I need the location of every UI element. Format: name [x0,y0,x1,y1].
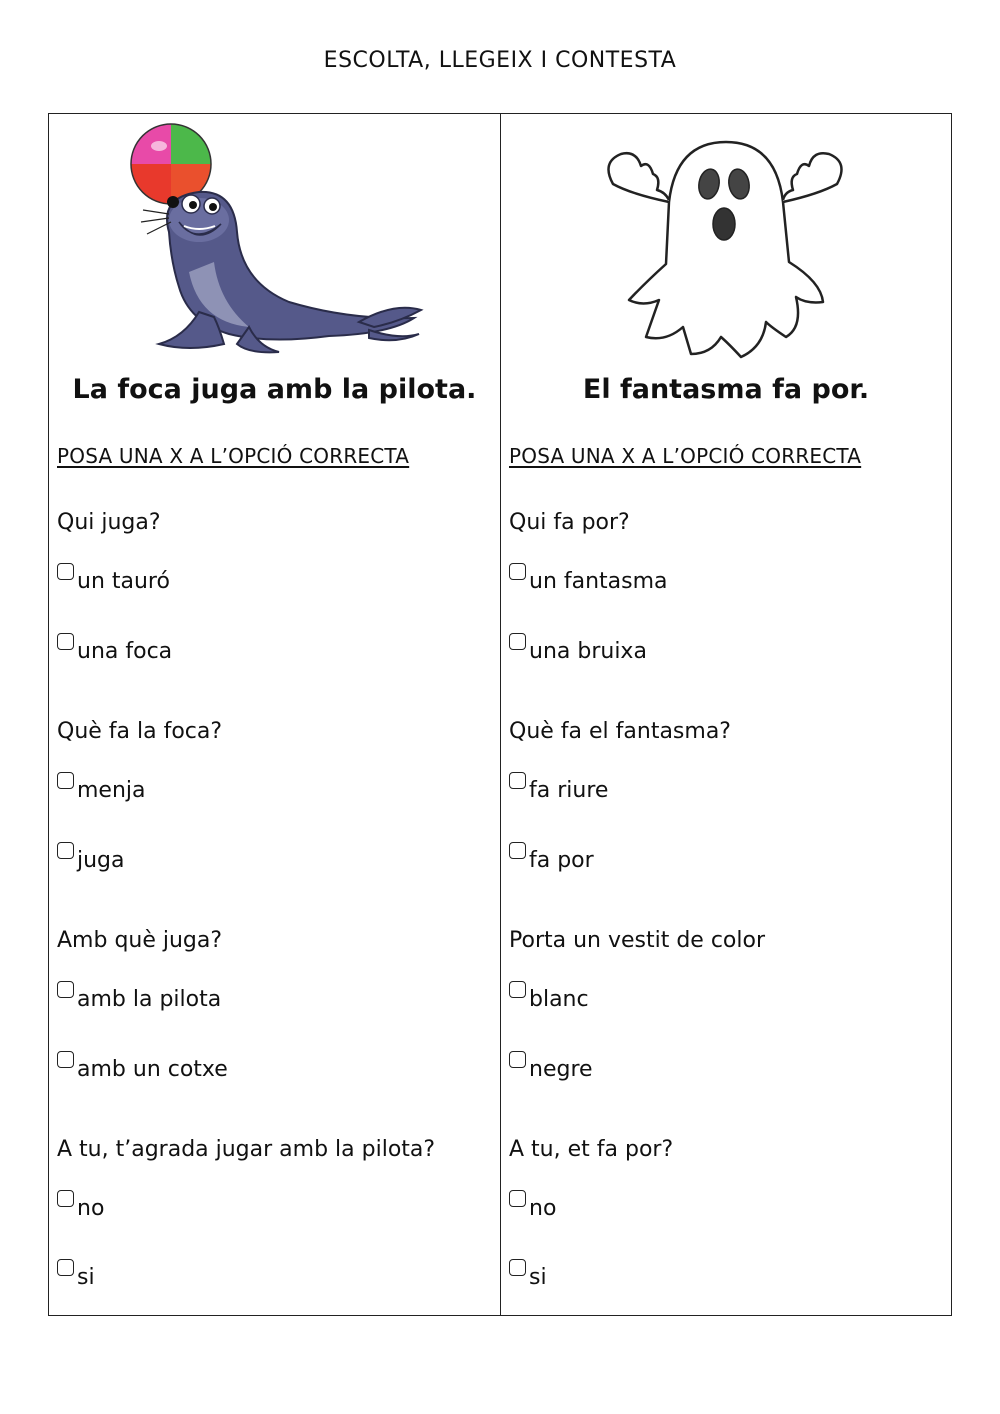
option-3b[interactable] [509,1057,593,1082]
seal-illustration [49,122,500,367]
option-3a[interactable] [509,987,589,1012]
question-1: Qui juga? [57,510,161,535]
option-label: si [77,1265,95,1290]
question-1: Qui fa por? [509,510,630,535]
option-2a[interactable] [509,778,608,803]
option-1b[interactable] [509,639,647,664]
checkbox[interactable] [509,1051,526,1068]
option-2b[interactable] [509,848,594,873]
checkbox[interactable] [509,981,526,998]
option-1a[interactable] [509,569,668,594]
option-2b[interactable] [57,848,125,873]
option-label: no [529,1196,557,1221]
instruction: POSA UNA X A L’OPCIÓ CORRECTA [57,444,410,468]
ghost-illustration [501,122,951,367]
option-3b[interactable] [57,1057,228,1082]
option-label: una foca [77,639,173,664]
option-1a[interactable] [57,569,170,594]
checkbox[interactable] [57,842,74,859]
option-label: si [529,1265,547,1290]
worksheet-table [48,113,952,1316]
option-4a[interactable] [57,1196,104,1221]
checkbox[interactable] [57,772,74,789]
option-label: amb un cotxe [77,1057,228,1082]
option-4b[interactable] [509,1265,547,1290]
checkbox[interactable] [57,1051,74,1068]
option-2a[interactable] [57,778,146,803]
option-label: amb la pilota [77,987,222,1012]
checkbox[interactable] [509,842,526,859]
option-label: blanc [529,987,589,1012]
question-2: Què fa el fantasma? [509,719,731,744]
sentence-seal: La foca juga amb la pilota. [72,374,477,405]
checkbox[interactable] [509,772,526,789]
ghost-icon [591,132,861,362]
column-ghost [500,114,951,1315]
question-2: Què fa la foca? [57,719,223,744]
option-label: juga [77,848,125,873]
instruction: POSA UNA X A L’OPCIÓ CORRECTA [509,444,862,468]
option-label: fa riure [529,778,609,803]
option-4b[interactable] [57,1265,95,1290]
option-label: negre [529,1057,593,1082]
option-4a[interactable] [509,1196,556,1221]
option-label: una bruixa [529,639,647,664]
question-3: Amb què juga? [57,928,223,953]
checkbox[interactable] [57,981,74,998]
option-label: fa por [529,848,594,873]
option-1b[interactable] [57,639,172,664]
seal-with-ball-icon [129,122,429,362]
checkbox[interactable] [509,563,526,580]
page-title: ESCOLTA, LLEGEIX I CONTESTA [323,48,677,73]
option-label: un fantasma [529,569,668,594]
checkbox[interactable] [57,563,74,580]
column-seal [49,114,500,1315]
checkbox[interactable] [57,1190,74,1207]
checkbox[interactable] [509,1259,526,1276]
checkbox[interactable] [57,1259,74,1276]
question-4: A tu, et fa por? [509,1137,674,1162]
checkbox[interactable] [509,1190,526,1207]
question-4: A tu, t’agrada jugar amb la pilota? [57,1137,436,1162]
checkbox[interactable] [57,633,74,650]
question-3: Porta un vestit de color [509,928,766,953]
option-label: un tauró [77,569,170,594]
checkbox[interactable] [509,633,526,650]
sentence-ghost: El fantasma fa por. [582,374,870,405]
option-3a[interactable] [57,987,221,1012]
option-label: menja [77,778,146,803]
option-label: no [77,1196,105,1221]
